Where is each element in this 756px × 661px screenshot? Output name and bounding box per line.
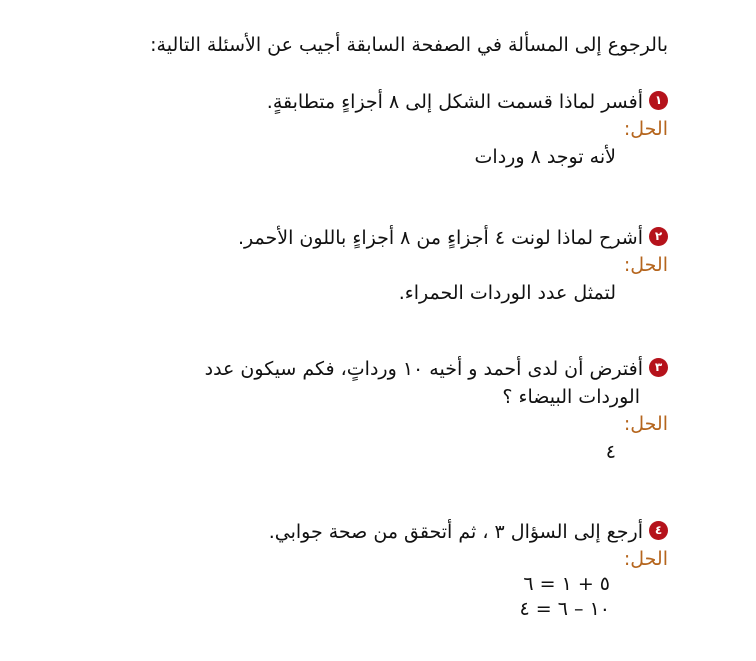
- question-3-text-continued: الوردات البيضاء ؟: [502, 386, 640, 408]
- question-4-line: [269, 518, 668, 546]
- solution-label: الحل:: [623, 548, 668, 570]
- solution-label: الحل:: [623, 254, 668, 276]
- question-3: [108, 355, 668, 467]
- question-number-badge: ١: [649, 91, 668, 110]
- question-1-text: أفسر لماذا قسمت الشكل إلى ٨ أجزاءٍ متطابقةٍ.: [266, 91, 643, 113]
- question-4-text: أرجع إلى السؤال ٣ ، ثم أتحقق من صحة جوابي.: [268, 521, 643, 543]
- answer-4-equation-2: ١٠ – ٦ = ٤: [519, 598, 610, 620]
- answer-4-equation-1: ٥ + ١ = ٦: [523, 573, 610, 595]
- question-3-line: [108, 355, 668, 383]
- question-number-badge: ٢: [649, 227, 668, 246]
- question-1-line: [267, 88, 668, 116]
- answer-2: لتمثل عدد الوردات الحمراء.: [398, 282, 616, 304]
- solution-label: الحل:: [623, 118, 668, 140]
- question-3-text: أفترض أن لدى أحمد و أخيه ١٠ ورداتٍ، فكم سيكون عدد: [204, 358, 643, 380]
- question-number-badge: ٣: [649, 358, 668, 377]
- answer-1: لأنه توجد ٨ وردات: [474, 146, 616, 168]
- solution-label: الحل:: [623, 413, 668, 435]
- question-number-badge: ٤: [649, 521, 668, 540]
- question-1: [267, 88, 668, 172]
- question-2-text: أشرح لماذا لونت ٤ أجزاءٍ من ٨ أجزاءٍ باللون الأحمر.: [238, 227, 643, 249]
- instructions-text: بالرجوع إلى المسألة في الصفحة السابقة أجيب عن الأسئلة التالية:: [150, 34, 668, 56]
- answer-3: ٤: [605, 441, 616, 463]
- question-2: [238, 224, 668, 308]
- question-4: [269, 518, 668, 572]
- question-2-line: [238, 224, 668, 252]
